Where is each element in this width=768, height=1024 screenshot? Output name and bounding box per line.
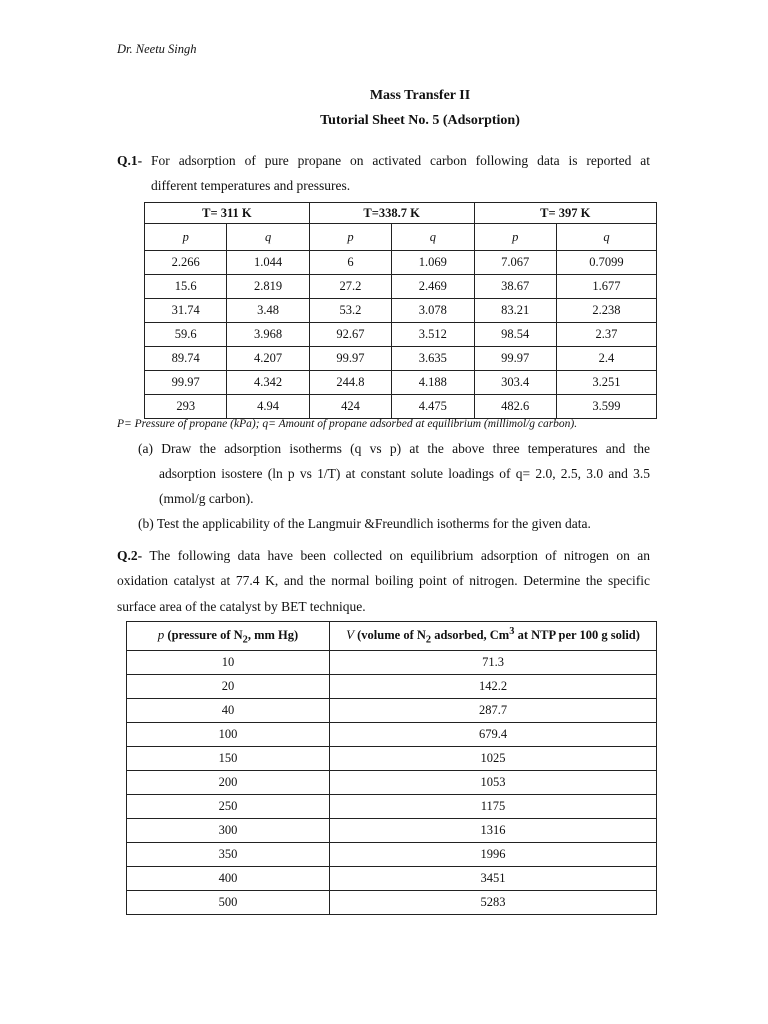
table-cell: 83.21 (474, 299, 556, 323)
pressure-header (127, 622, 330, 651)
table-cell: 424 (309, 395, 391, 419)
table-row (127, 819, 657, 843)
pressure-header-text-a: (pressure of N (164, 627, 243, 642)
q1-label: Q.1- (117, 153, 143, 168)
volume-header-superscript: 3 (509, 626, 515, 638)
volume-header-text-b: adsorbed, Cm (431, 628, 510, 643)
table-cell: 6 (309, 251, 391, 275)
pressure-header-text-b: , mm Hg) (247, 627, 299, 642)
q1-text-line1 (117, 153, 650, 169)
table-cell: 2.266 (145, 251, 227, 275)
table-cell: 59.6 (145, 323, 227, 347)
volume-header-text-c: at NTP per 100 g solid) (514, 628, 640, 643)
table-cell: 2.819 (227, 275, 309, 299)
table-cell: 482.6 (474, 395, 556, 419)
pressure-header-subscript: 2 (242, 634, 248, 646)
table-cell: 7.067 (474, 251, 556, 275)
table-row (145, 371, 657, 395)
table-cell: 40 (127, 699, 330, 723)
q2-text-line1 (117, 548, 650, 564)
table-row (127, 675, 657, 699)
variable-header-row (145, 224, 657, 251)
table-cell: 38.67 (474, 275, 556, 299)
table-cell: 150 (127, 747, 330, 771)
p-header: p (309, 224, 391, 251)
temp-header-397: T= 397 K (474, 203, 657, 224)
table-row (145, 323, 657, 347)
course-title: Mass Transfer II (369, 88, 471, 103)
q1-part-a-line3: (mmol/g carbon). (159, 491, 254, 506)
table-cell: 244.8 (309, 371, 391, 395)
table-cell: 99.97 (474, 347, 556, 371)
table-cell: 3.48 (227, 299, 309, 323)
table-cell: 31.74 (145, 299, 227, 323)
table-cell: 89.74 (145, 347, 227, 371)
volume-header (330, 622, 657, 651)
temperature-header-row (145, 203, 657, 224)
table-cell: 2.4 (556, 347, 656, 371)
volume-var: V (346, 627, 355, 643)
table-cell: 1.069 (392, 251, 474, 275)
table-cell: 1053 (330, 771, 657, 795)
table-row (127, 891, 657, 915)
table-cell: 350 (127, 843, 330, 867)
table-cell: 15.6 (145, 275, 227, 299)
table-cell: 3451 (330, 867, 657, 891)
table-cell: 4.475 (392, 395, 474, 419)
author-name: Dr. Neetu Singh (117, 42, 197, 56)
table-cell: 4.342 (227, 371, 309, 395)
table-cell: 100 (127, 723, 330, 747)
table-cell: 1996 (330, 843, 657, 867)
table-cell: 2.469 (392, 275, 474, 299)
table-cell: 679.4 (330, 723, 657, 747)
table-cell: 1.044 (227, 251, 309, 275)
table-cell: 500 (127, 891, 330, 915)
table-cell: 250 (127, 795, 330, 819)
volume-header-text-a: (volume of N (354, 628, 426, 643)
q2-text-line3: surface area of the catalyst by BET technique. (117, 599, 366, 614)
q1-part-a-line2: adsorption isostere (ln p vs 1/T) at constant solute loadings of q= 2.0, 2.5, 3.0 and 3.5 (159, 466, 650, 481)
q-header: q (227, 224, 309, 251)
table-row (127, 771, 657, 795)
table-cell: 300 (127, 819, 330, 843)
sheet-title: Tutorial Sheet No. 5 (Adsorption) (320, 113, 520, 128)
q1-part-a-line1: (a) Draw the adsorption isotherms (q vs p) at the above three temperatures and the (138, 441, 650, 456)
table-cell: 53.2 (309, 299, 391, 323)
nitrogen-bet-table (126, 621, 657, 915)
table-row (127, 843, 657, 867)
table-row (127, 867, 657, 891)
q1-part-b: (b) Test the applicability of the Langmuir &Freundlich isotherms for the given data. (138, 516, 591, 531)
table-cell: 293 (145, 395, 227, 419)
table-cell: 3.512 (392, 323, 474, 347)
table-cell: 4.94 (227, 395, 309, 419)
table-cell: 2.238 (556, 299, 656, 323)
table-cell: 1025 (330, 747, 657, 771)
p-header: p (145, 224, 227, 251)
pressure-var: p (157, 626, 165, 642)
table-row (145, 395, 657, 419)
temp-header-338: T=338.7 K (309, 203, 474, 224)
q1-text-line2: different temperatures and pressures. (151, 178, 351, 193)
p-header: p (474, 224, 556, 251)
table-row (127, 651, 657, 675)
temp-header-311: T= 311 K (145, 203, 310, 224)
q-header: q (392, 224, 474, 251)
table-cell: 1175 (330, 795, 657, 819)
table-cell: 287.7 (330, 699, 657, 723)
table-cell: 3.635 (392, 347, 474, 371)
table-cell: 303.4 (474, 371, 556, 395)
q-header: q (556, 224, 656, 251)
table-cell: 400 (127, 867, 330, 891)
table-cell: 200 (127, 771, 330, 795)
table-cell: 3.968 (227, 323, 309, 347)
q2-line1-body: The following data have been collected on equilibrium adsorption of nitrogen on an (149, 548, 650, 563)
table-cell: 3.078 (392, 299, 474, 323)
table-cell: 27.2 (309, 275, 391, 299)
table-cell: 98.54 (474, 323, 556, 347)
table-cell: 92.67 (309, 323, 391, 347)
q1-line1-body: For adsorption of pure propane on activated carbon following data is reported at (151, 153, 650, 168)
table-cell: 1.677 (556, 275, 656, 299)
table-cell: 99.97 (145, 371, 227, 395)
table-cell: 5283 (330, 891, 657, 915)
table-cell: 1316 (330, 819, 657, 843)
table-row (127, 723, 657, 747)
table-row (127, 795, 657, 819)
table-cell: 0.7099 (556, 251, 656, 275)
q2-text-line2: oxidation catalyst at 77.4 K, and the normal boiling point of nitrogen. Determine the specific (117, 573, 650, 588)
table-cell: 10 (127, 651, 330, 675)
table-row (145, 275, 657, 299)
table-cell: 20 (127, 675, 330, 699)
propane-adsorption-table (144, 202, 657, 419)
table-row (145, 251, 657, 275)
table-row (145, 347, 657, 371)
table-cell: 4.188 (392, 371, 474, 395)
table-cell: 142.2 (330, 675, 657, 699)
table-cell: 3.599 (556, 395, 656, 419)
table-cell: 4.207 (227, 347, 309, 371)
table-row (127, 747, 657, 771)
table-cell: 99.97 (309, 347, 391, 371)
volume-header-subscript: 2 (425, 634, 432, 646)
table-cell: 2.37 (556, 323, 656, 347)
table-row (145, 299, 657, 323)
table-cell: 71.3 (330, 651, 657, 675)
q1-table-note: P= Pressure of propane (kPa); q= Amount of propane adsorbed at equilibrium (millimol/g carbon). (117, 418, 578, 430)
q2-label: Q.2- (117, 548, 143, 563)
table-cell: 3.251 (556, 371, 656, 395)
bet-header-row (127, 622, 657, 651)
table-row (127, 699, 657, 723)
